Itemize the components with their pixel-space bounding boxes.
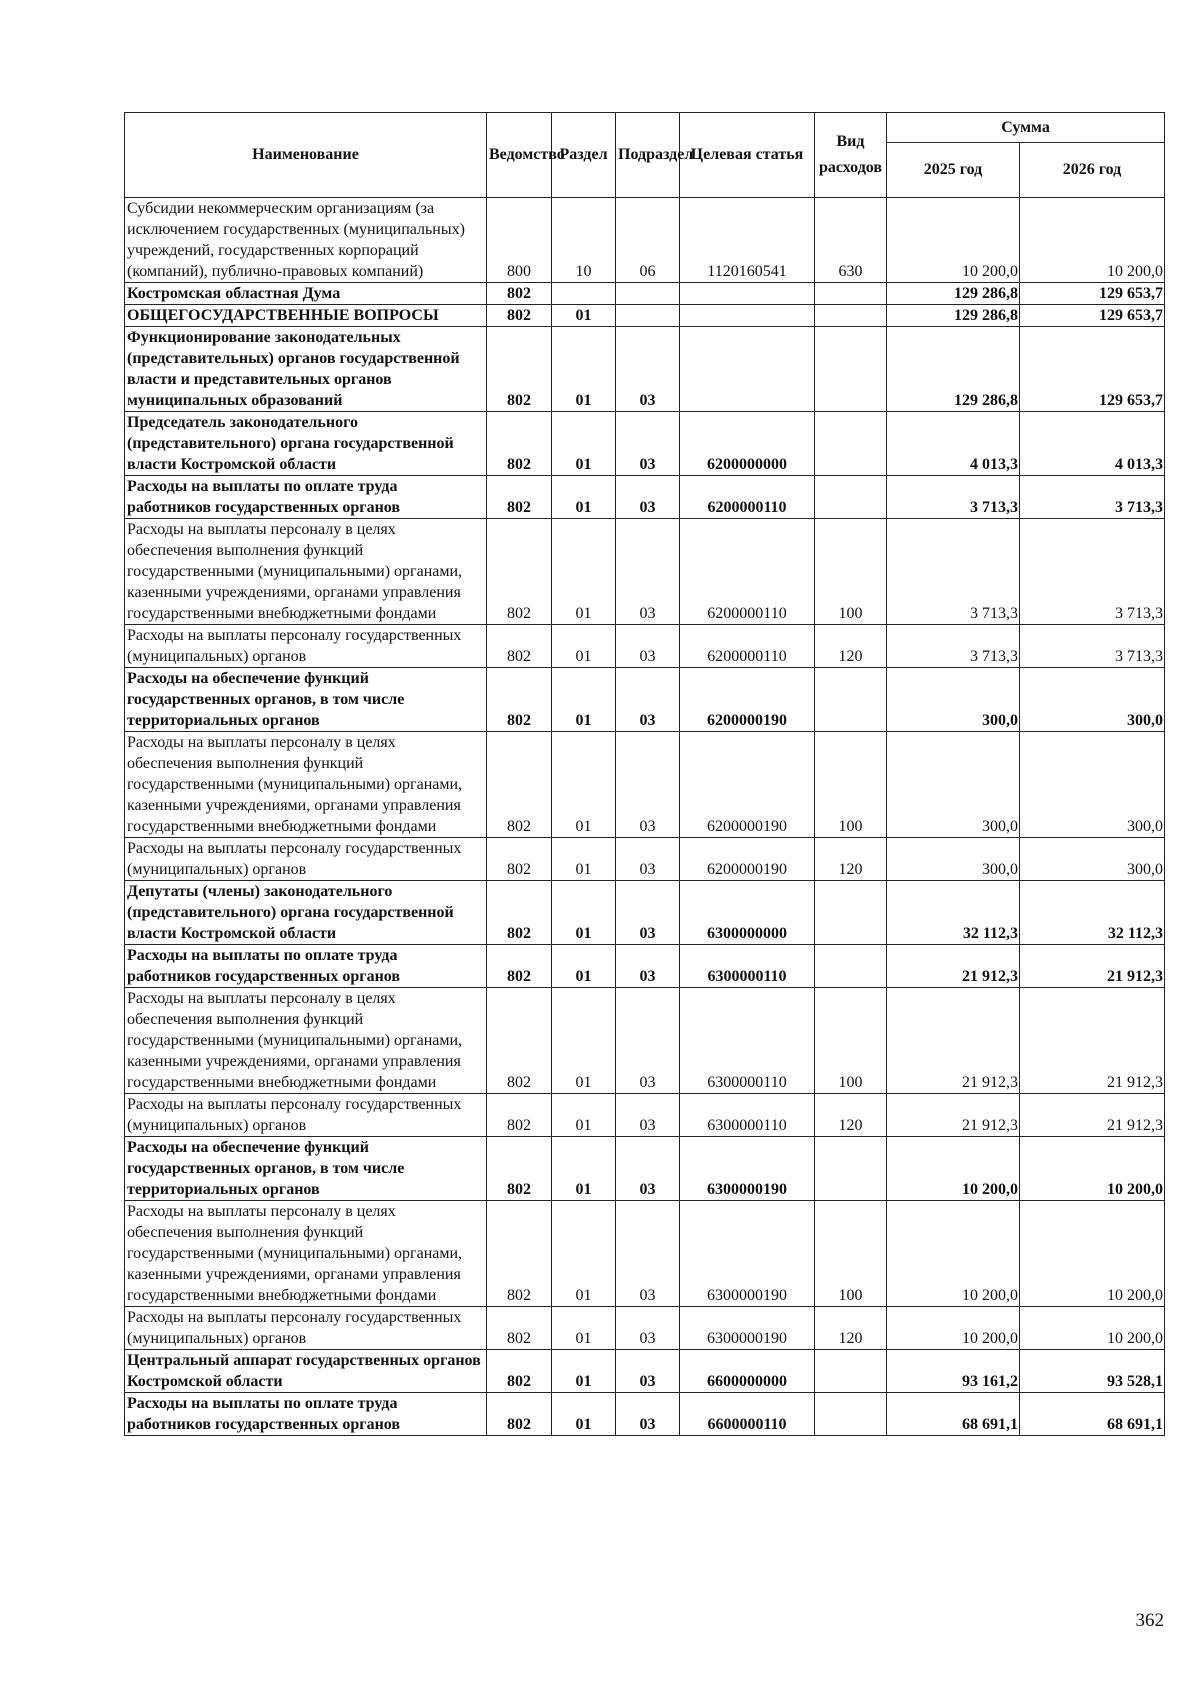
cell-podrazdel: 03: [616, 1201, 680, 1307]
cell-sum-2025: 300,0: [887, 732, 1020, 838]
table-row: [125, 412, 1165, 476]
cell-razdel: 01: [552, 1350, 616, 1393]
cell-vedomstvo: 802: [487, 945, 552, 988]
header-name: Наименование: [125, 113, 487, 198]
cell-vedomstvo: 800: [487, 198, 552, 283]
cell-tselevaya-statya: 6200000000: [680, 412, 815, 476]
cell-name: Расходы на выплаты персоналу государственных (муниципальных) органов: [125, 1307, 487, 1350]
cell-sum-2025: 300,0: [887, 668, 1020, 732]
cell-tselevaya-statya: 6200000190: [680, 668, 815, 732]
cell-sum-2025: 10 200,0: [887, 198, 1020, 283]
cell-vid-raskhodov: [815, 412, 887, 476]
cell-sum-2025: 129 286,8: [887, 283, 1020, 305]
cell-sum-2026: 32 112,3: [1020, 881, 1165, 945]
cell-sum-2026: 300,0: [1020, 732, 1165, 838]
cell-razdel: 01: [552, 881, 616, 945]
cell-name: Расходы на выплаты по оплате труда работников государственных органов: [125, 476, 487, 519]
cell-podrazdel: 03: [616, 327, 680, 412]
cell-name: Субсидии некоммерческим организациям (за исключением государственных (муниципальных) учреждений, государственных корпораций (компаний), публично-правовых компаний): [125, 198, 487, 283]
cell-razdel: 01: [552, 1137, 616, 1201]
cell-podrazdel: 03: [616, 838, 680, 881]
budget-table: [124, 112, 1165, 1436]
cell-vedomstvo: 802: [487, 1094, 552, 1137]
table-row: [125, 327, 1165, 412]
cell-razdel: 01: [552, 476, 616, 519]
cell-sum-2026: 3 713,3: [1020, 519, 1165, 625]
cell-sum-2025: 10 200,0: [887, 1137, 1020, 1201]
cell-sum-2025: 3 713,3: [887, 625, 1020, 668]
cell-sum-2025: 3 713,3: [887, 476, 1020, 519]
cell-sum-2026: 68 691,1: [1020, 1393, 1165, 1436]
cell-podrazdel: [616, 305, 680, 327]
cell-sum-2026: 10 200,0: [1020, 1307, 1165, 1350]
cell-tselevaya-statya: 6200000190: [680, 732, 815, 838]
cell-tselevaya-statya: 6300000110: [680, 945, 815, 988]
cell-name: Расходы на обеспечение функций государственных органов, в том числе территориальных органов: [125, 1137, 487, 1201]
table-row: [125, 838, 1165, 881]
table-body: [125, 198, 1165, 1436]
cell-vedomstvo: 802: [487, 838, 552, 881]
cell-tselevaya-statya: 6200000110: [680, 519, 815, 625]
cell-podrazdel: 03: [616, 1137, 680, 1201]
header-vedomstvo: Ведомство: [487, 113, 552, 198]
cell-sum-2026: 93 528,1: [1020, 1350, 1165, 1393]
cell-tselevaya-statya: [680, 283, 815, 305]
cell-razdel: 01: [552, 668, 616, 732]
cell-razdel: 01: [552, 412, 616, 476]
cell-vedomstvo: 802: [487, 476, 552, 519]
cell-vid-raskhodov: [815, 305, 887, 327]
cell-razdel: 01: [552, 1393, 616, 1436]
cell-name: Функционирование законодательных (представительных) органов государственной власти и представительных органов муниципальных образований: [125, 327, 487, 412]
cell-sum-2025: 3 713,3: [887, 519, 1020, 625]
cell-tselevaya-statya: 6200000110: [680, 625, 815, 668]
cell-razdel: 01: [552, 519, 616, 625]
cell-sum-2025: 32 112,3: [887, 881, 1020, 945]
cell-sum-2026: 21 912,3: [1020, 945, 1165, 988]
cell-vid-raskhodov: 120: [815, 1307, 887, 1350]
cell-tselevaya-statya: 1120160541: [680, 198, 815, 283]
cell-name: Расходы на выплаты персоналу в целях обеспечения выполнения функций государственными (муниципальными) органами, казенными учреждениями, органами управления государственными внебюджетными фондами: [125, 519, 487, 625]
cell-name: Центральный аппарат государственных органов Костромской области: [125, 1350, 487, 1393]
cell-vid-raskhodov: [815, 327, 887, 412]
cell-name: Депутаты (члены) законодательного (представительного) органа государственной власти Костромской области: [125, 881, 487, 945]
cell-podrazdel: 03: [616, 668, 680, 732]
cell-podrazdel: 03: [616, 1393, 680, 1436]
header-razdel: Раздел: [552, 113, 616, 198]
cell-name: Костромская областная Дума: [125, 283, 487, 305]
cell-vedomstvo: 802: [487, 732, 552, 838]
cell-name: Расходы на выплаты персоналу в целях обеспечения выполнения функций государственными (муниципальными) органами, казенными учреждениями, органами управления государственными внебюджетными фондами: [125, 988, 487, 1094]
table-row: [125, 1137, 1165, 1201]
cell-podrazdel: 03: [616, 476, 680, 519]
page-number: 362: [1135, 1610, 1164, 1631]
cell-tselevaya-statya: 6300000110: [680, 1094, 815, 1137]
cell-sum-2026: 3 713,3: [1020, 625, 1165, 668]
cell-tselevaya-statya: 6300000000: [680, 881, 815, 945]
cell-tselevaya-statya: 6300000110: [680, 988, 815, 1094]
table-row: [125, 283, 1165, 305]
header-year-2026: 2026 год: [1020, 143, 1165, 198]
table-row: [125, 1393, 1165, 1436]
cell-razdel: 10: [552, 198, 616, 283]
cell-podrazdel: 03: [616, 1307, 680, 1350]
cell-vid-raskhodov: 120: [815, 625, 887, 668]
header-vid-raskhodov: Вид расходов: [815, 113, 887, 198]
cell-sum-2025: 93 161,2: [887, 1350, 1020, 1393]
cell-sum-2026: 129 653,7: [1020, 327, 1165, 412]
header-summa: Сумма: [887, 113, 1165, 143]
cell-tselevaya-statya: [680, 327, 815, 412]
cell-razdel: 01: [552, 1094, 616, 1137]
cell-vedomstvo: 802: [487, 412, 552, 476]
cell-sum-2025: 68 691,1: [887, 1393, 1020, 1436]
cell-tselevaya-statya: 6200000110: [680, 476, 815, 519]
cell-sum-2026: 21 912,3: [1020, 988, 1165, 1094]
cell-podrazdel: 03: [616, 625, 680, 668]
cell-razdel: 01: [552, 1201, 616, 1307]
cell-tselevaya-statya: [680, 305, 815, 327]
header-year-2025: 2025 год: [887, 143, 1020, 198]
cell-podrazdel: [616, 283, 680, 305]
cell-name: Расходы на выплаты персоналу в целях обеспечения выполнения функций государственными (муниципальными) органами, казенными учреждениями, органами управления государственными внебюджетными фондами: [125, 732, 487, 838]
cell-vid-raskhodov: 630: [815, 198, 887, 283]
cell-vedomstvo: 802: [487, 1393, 552, 1436]
table-row: [125, 519, 1165, 625]
cell-podrazdel: 03: [616, 945, 680, 988]
header-podrazdel: Подраздел: [616, 113, 680, 198]
table-row: [125, 476, 1165, 519]
cell-name: Расходы на выплаты персоналу государственных (муниципальных) органов: [125, 838, 487, 881]
table-row: [125, 988, 1165, 1094]
cell-sum-2025: 21 912,3: [887, 1094, 1020, 1137]
cell-vid-raskhodov: [815, 476, 887, 519]
table-row: [125, 732, 1165, 838]
cell-tselevaya-statya: 6300000190: [680, 1201, 815, 1307]
cell-sum-2026: 10 200,0: [1020, 1137, 1165, 1201]
cell-vedomstvo: 802: [487, 625, 552, 668]
cell-razdel: 01: [552, 945, 616, 988]
cell-razdel: 01: [552, 1307, 616, 1350]
cell-vid-raskhodov: [815, 1393, 887, 1436]
cell-name: Расходы на выплаты персоналу государственных (муниципальных) органов: [125, 1094, 487, 1137]
cell-podrazdel: 03: [616, 1350, 680, 1393]
cell-razdel: 01: [552, 327, 616, 412]
cell-razdel: 01: [552, 838, 616, 881]
cell-razdel: 01: [552, 988, 616, 1094]
table-row: [125, 881, 1165, 945]
table-row: [125, 305, 1165, 327]
cell-name: Расходы на выплаты персоналу государственных (муниципальных) органов: [125, 625, 487, 668]
cell-tselevaya-statya: 6600000000: [680, 1350, 815, 1393]
cell-sum-2026: 10 200,0: [1020, 198, 1165, 283]
cell-sum-2026: 300,0: [1020, 838, 1165, 881]
cell-vedomstvo: 802: [487, 305, 552, 327]
cell-sum-2026: 129 653,7: [1020, 283, 1165, 305]
cell-vid-raskhodov: [815, 1350, 887, 1393]
cell-vid-raskhodov: [815, 945, 887, 988]
cell-sum-2025: 4 013,3: [887, 412, 1020, 476]
cell-tselevaya-statya: 6300000190: [680, 1307, 815, 1350]
cell-vedomstvo: 802: [487, 881, 552, 945]
cell-sum-2026: 10 200,0: [1020, 1201, 1165, 1307]
table-row: [125, 198, 1165, 283]
cell-tselevaya-statya: 6300000190: [680, 1137, 815, 1201]
cell-sum-2026: 300,0: [1020, 668, 1165, 732]
cell-razdel: [552, 283, 616, 305]
cell-vedomstvo: 802: [487, 1201, 552, 1307]
cell-vid-raskhodov: 100: [815, 988, 887, 1094]
table-row: [125, 945, 1165, 988]
cell-tselevaya-statya: 6200000190: [680, 838, 815, 881]
cell-razdel: 01: [552, 732, 616, 838]
cell-sum-2025: 21 912,3: [887, 988, 1020, 1094]
cell-vid-raskhodov: 100: [815, 1201, 887, 1307]
cell-sum-2025: 10 200,0: [887, 1307, 1020, 1350]
cell-sum-2025: 129 286,8: [887, 327, 1020, 412]
cell-name: ОБЩЕГОСУДАРСТВЕННЫЕ ВОПРОСЫ: [125, 305, 487, 327]
cell-podrazdel: 06: [616, 198, 680, 283]
cell-podrazdel: 03: [616, 519, 680, 625]
cell-vedomstvo: 802: [487, 283, 552, 305]
table-row: [125, 1094, 1165, 1137]
table-row: [125, 1307, 1165, 1350]
cell-sum-2026: 4 013,3: [1020, 412, 1165, 476]
cell-vid-raskhodov: 100: [815, 732, 887, 838]
cell-vid-raskhodov: [815, 1137, 887, 1201]
cell-tselevaya-statya: 6600000110: [680, 1393, 815, 1436]
cell-vedomstvo: 802: [487, 519, 552, 625]
cell-vid-raskhodov: 100: [815, 519, 887, 625]
cell-name: Расходы на выплаты персоналу в целях обеспечения выполнения функций государственными (муниципальными) органами, казенными учреждениями, органами управления государственными внебюджетными фондами: [125, 1201, 487, 1307]
cell-podrazdel: 03: [616, 1094, 680, 1137]
cell-vedomstvo: 802: [487, 1307, 552, 1350]
cell-vid-raskhodov: [815, 283, 887, 305]
cell-vid-raskhodov: [815, 881, 887, 945]
cell-vedomstvo: 802: [487, 988, 552, 1094]
cell-sum-2025: 129 286,8: [887, 305, 1020, 327]
cell-vedomstvo: 802: [487, 1350, 552, 1393]
cell-sum-2026: 21 912,3: [1020, 1094, 1165, 1137]
cell-podrazdel: 03: [616, 881, 680, 945]
header-tselevaya-statya: Целевая статья: [680, 113, 815, 198]
cell-vid-raskhodov: 120: [815, 1094, 887, 1137]
table-row: [125, 625, 1165, 668]
cell-vedomstvo: 802: [487, 327, 552, 412]
cell-sum-2026: 3 713,3: [1020, 476, 1165, 519]
cell-sum-2025: 10 200,0: [887, 1201, 1020, 1307]
cell-razdel: 01: [552, 305, 616, 327]
cell-podrazdel: 03: [616, 412, 680, 476]
table-row: [125, 1350, 1165, 1393]
cell-vedomstvo: 802: [487, 1137, 552, 1201]
cell-name: Расходы на выплаты по оплате труда работников государственных органов: [125, 1393, 487, 1436]
cell-name: Председатель законодательного (представительного) органа государственной власти Костромской области: [125, 412, 487, 476]
cell-vid-raskhodov: [815, 668, 887, 732]
cell-name: Расходы на выплаты по оплате труда работников государственных органов: [125, 945, 487, 988]
table-row: [125, 668, 1165, 732]
cell-razdel: 01: [552, 625, 616, 668]
cell-vid-raskhodov: 120: [815, 838, 887, 881]
cell-sum-2026: 129 653,7: [1020, 305, 1165, 327]
table-row: [125, 1201, 1165, 1307]
cell-sum-2025: 300,0: [887, 838, 1020, 881]
cell-vedomstvo: 802: [487, 668, 552, 732]
cell-podrazdel: 03: [616, 988, 680, 1094]
cell-name: Расходы на обеспечение функций государственных органов, в том числе территориальных органов: [125, 668, 487, 732]
cell-podrazdel: 03: [616, 732, 680, 838]
cell-sum-2025: 21 912,3: [887, 945, 1020, 988]
